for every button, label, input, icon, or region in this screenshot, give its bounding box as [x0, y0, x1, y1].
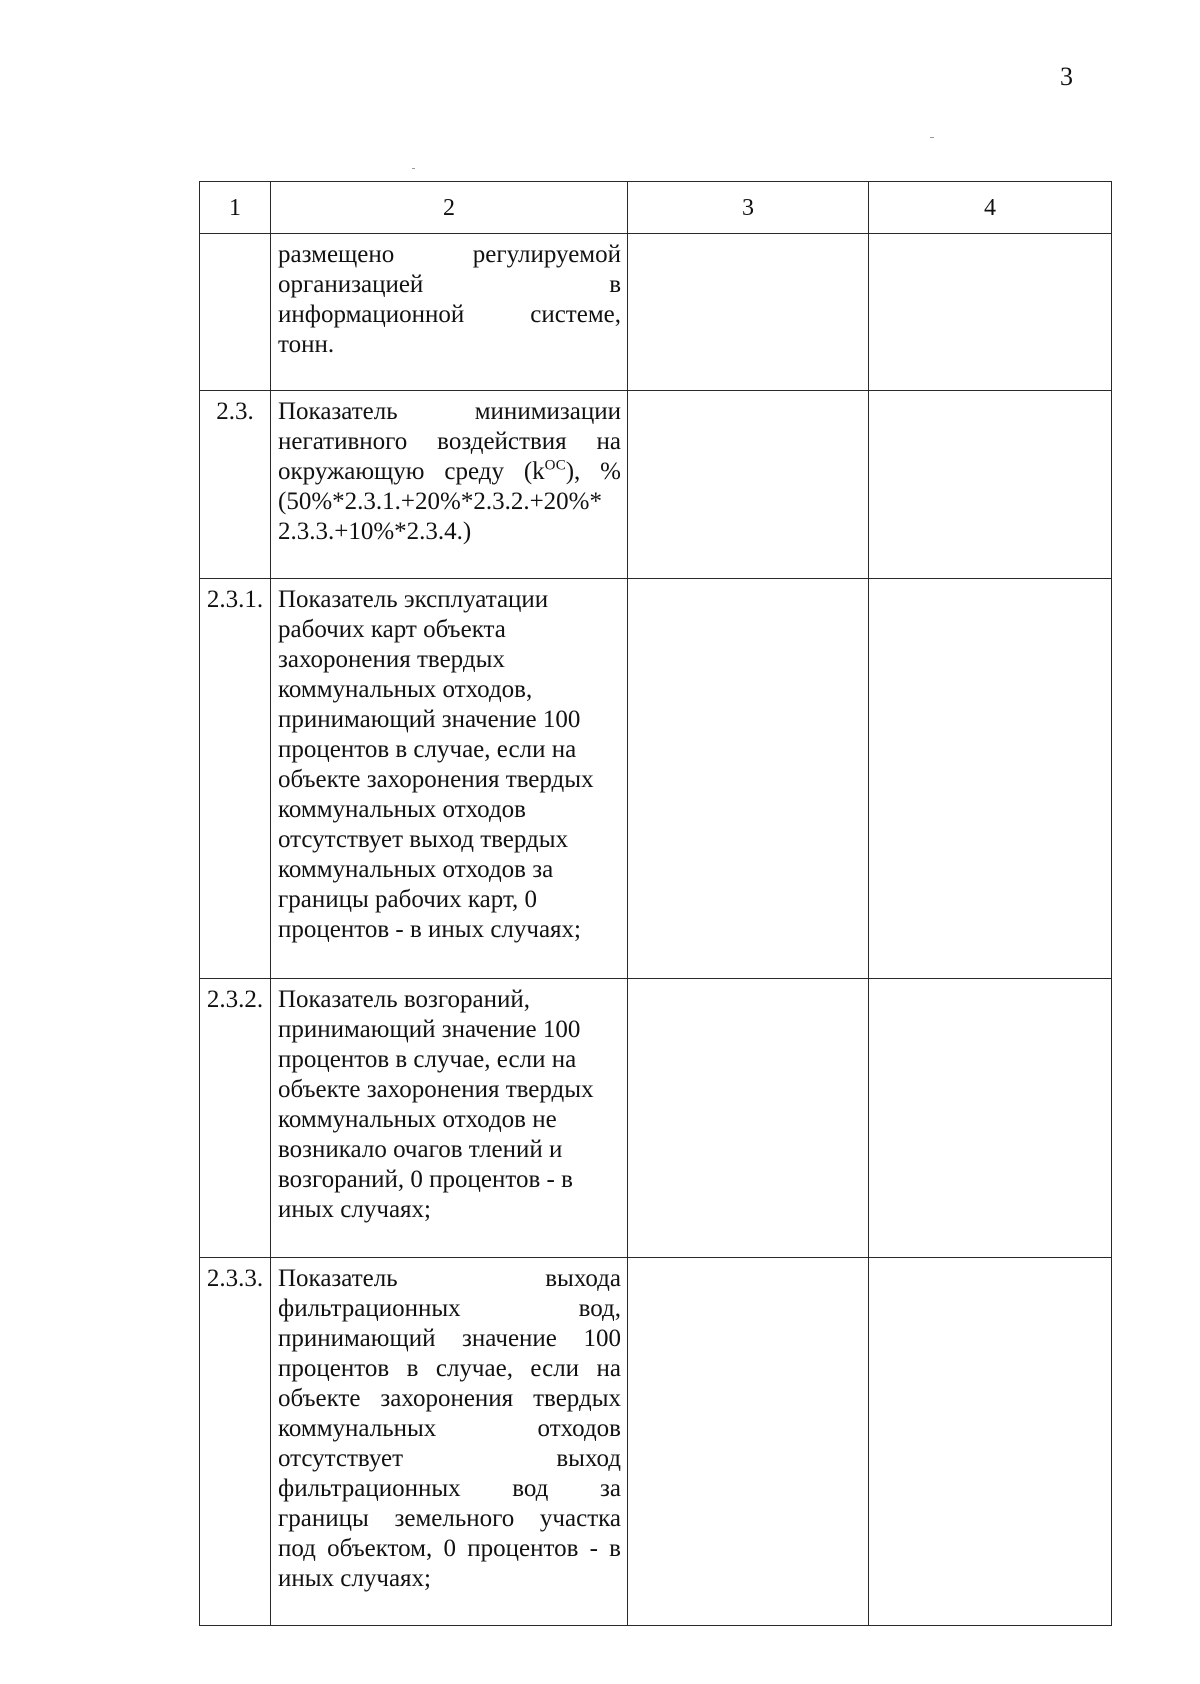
header-cell: 4	[869, 182, 1112, 234]
value-cell-col3	[628, 234, 869, 391]
row-number-cell	[200, 234, 271, 391]
scan-speck	[930, 137, 934, 138]
indicator-name-cell: Показатель эксплуатации рабочих карт объекта захоронения твердых коммунальных отходов, принимающий значение 100 процентов в случае, если на объекте захоронения твердых коммунальных отходов отсутствует выход твердых коммунальных отходов за границы рабочих карт, 0 процентов - в иных случаях;	[271, 579, 628, 979]
indicator-text: Показатель минимизации негативного воздействия на окружающую среду (k	[278, 398, 621, 485]
header-cell: 2	[271, 182, 628, 234]
header-cell: 3	[628, 182, 869, 234]
indicator-table	[199, 181, 1112, 1626]
header-cell: 1	[200, 182, 271, 234]
page-number: 3	[1060, 62, 1073, 91]
value-cell-col4	[869, 579, 1112, 979]
value-cell-col4	[869, 234, 1112, 391]
value-cell-col4	[869, 1258, 1112, 1626]
table-row	[200, 1258, 1112, 1626]
indicator-name-cell: размещено регулируемой организацией в информационной системе, тонн.	[271, 234, 628, 391]
indicator-superscript: ОС	[544, 457, 566, 474]
value-cell-col3	[628, 979, 869, 1258]
value-cell-col3	[628, 391, 869, 579]
indicator-text: ), % (50%*2.3.1.+20%*2.3.2.+20%* 2.3.3.+10%*2.3.4.)	[278, 458, 621, 545]
value-cell-col3	[628, 1258, 869, 1626]
scan-speck	[412, 168, 415, 169]
table-row	[200, 579, 1112, 979]
indicator-name-cell: Показатель возгораний, принимающий значение 100 процентов в случае, если на объекте захоронения твердых коммунальных отходов не возникало очагов тлений и возгораний, 0 процентов - в иных случаях;	[271, 979, 628, 1258]
row-number-cell: 2.3.1.	[200, 579, 271, 979]
row-number-cell: 2.3.2.	[200, 979, 271, 1258]
table-header-row	[200, 182, 1112, 234]
table-row	[200, 391, 1112, 579]
row-number-cell: 2.3.	[200, 391, 271, 579]
table-row	[200, 234, 1112, 391]
value-cell-col3	[628, 579, 869, 979]
value-cell-col4	[869, 979, 1112, 1258]
row-number-cell: 2.3.3.	[200, 1258, 271, 1626]
indicator-name-cell: Показатель выхода фильтрационных вод, принимающий значение 100 процентов в случае, если на объекте захоронения твердых коммунальных отходов отсутствует выход фильтрационных вод за границы земельного участка под объектом, 0 процентов - в иных случаях;	[271, 1258, 628, 1626]
table-row	[200, 979, 1112, 1258]
value-cell-col4	[869, 391, 1112, 579]
indicator-name-cell	[271, 391, 628, 579]
